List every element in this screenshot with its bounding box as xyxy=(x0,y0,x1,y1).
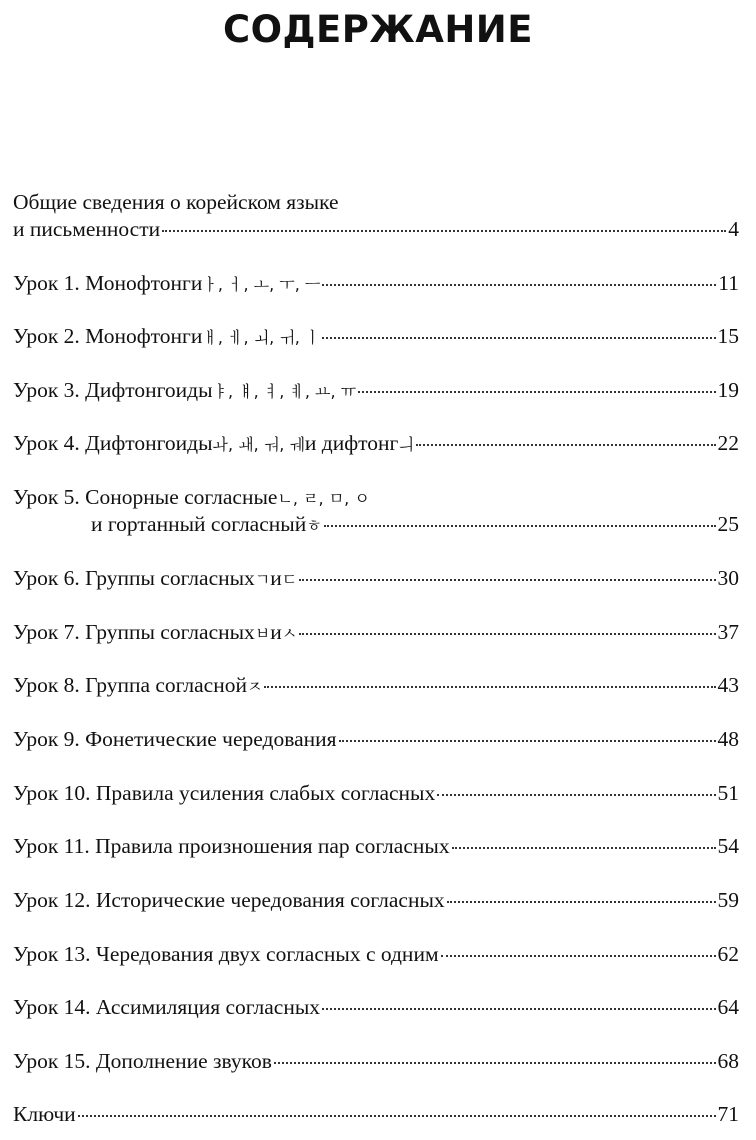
hangul-letters-2: ㅢ xyxy=(398,435,414,454)
hangul-letters: ㅑ, ㅒ, ㅕ, ㅖ, ㅛ, ㅠ xyxy=(212,382,357,401)
toc-entry-lesson-9[interactable] xyxy=(13,726,739,753)
toc-entry-label: Урок 2. Монофтонги xyxy=(13,324,203,348)
hangul-letters: ㅈ xyxy=(246,677,263,696)
toc-page-number: 11 xyxy=(718,271,739,295)
toc-page-number: 30 xyxy=(717,566,739,590)
dot-leader xyxy=(339,740,716,742)
hangul-letters: ㅘ, ㅙ, ㅝ, ㅞ xyxy=(212,435,305,454)
toc-entry-label: Урок 8. Группа согласной xyxy=(13,673,247,697)
toc-entry-label: Урок 6. Группы согласных xyxy=(13,566,255,590)
toc-entry-label: Общие сведения о корейском языке xyxy=(13,190,339,214)
dot-leader xyxy=(322,337,715,339)
hangul-letters-2: ㅅ xyxy=(281,624,298,643)
toc-entry-general[interactable] xyxy=(13,189,739,243)
toc-entry-lesson-6[interactable] xyxy=(13,565,739,592)
hangul-letters: ㅂ xyxy=(254,624,271,643)
toc-page-number: 22 xyxy=(717,431,739,455)
toc-entry-label: Урок 5. Сонорные согласные xyxy=(13,485,278,509)
toc-entry-label: Урок 15. Дополнение звуков xyxy=(13,1049,272,1073)
toc-page-number: 4 xyxy=(728,217,739,241)
toc-entry-label: Урок 14. Ассимиляция согласных xyxy=(13,995,321,1019)
toc-page-number: 59 xyxy=(717,888,739,912)
toc-page-number: 19 xyxy=(717,378,739,402)
hangul-letters: ㅐ, ㅔ, ㅚ, ㅟ, ㅣ xyxy=(202,328,321,347)
page-title: СОДЕРЖАНИЕ xyxy=(222,8,534,51)
toc-page-number: 62 xyxy=(717,942,739,966)
toc-entry-lesson-12[interactable] xyxy=(13,887,739,914)
dot-leader xyxy=(299,579,715,581)
toc-entry-label-cont: и письменности xyxy=(13,217,161,241)
dot-leader xyxy=(322,284,716,286)
toc-page-number: 54 xyxy=(717,834,739,858)
dot-leader xyxy=(441,955,716,957)
toc-entry-lesson-15[interactable] xyxy=(13,1048,739,1075)
hangul-letters-2: ㅎ xyxy=(306,516,322,535)
toc-entry-label: Урок 4. Дифтонгоиды xyxy=(13,431,213,455)
toc-entry-label-tail: и xyxy=(270,620,282,644)
toc-page-number: 68 xyxy=(717,1049,739,1073)
dot-leader xyxy=(322,1008,715,1010)
toc-entry-label-cont: и гортанный согласный xyxy=(91,512,307,536)
dot-leader xyxy=(437,794,715,796)
dot-leader xyxy=(299,633,715,635)
toc-entry-label: Урок 1. Монофтонги xyxy=(13,271,203,295)
toc-entry-label-tail: и дифтонг xyxy=(304,431,399,455)
toc-entry-lesson-5[interactable] xyxy=(13,484,739,538)
toc-entry-lesson-11[interactable] xyxy=(13,833,739,860)
toc-entry-keys[interactable] xyxy=(13,1101,739,1128)
toc-entry-lesson-2[interactable] xyxy=(13,323,739,350)
hangul-letters: ㅏ, ㅓ, ㅗ, ㅜ, ㅡ xyxy=(202,275,321,294)
dot-leader xyxy=(264,686,715,688)
toc-entry-label: Урок 9. Фонетические чередования xyxy=(13,727,337,751)
toc-entry-lesson-3[interactable] xyxy=(13,377,739,404)
toc-entry-lesson-7[interactable] xyxy=(13,619,739,646)
toc-entry-label-tail: и xyxy=(270,566,282,590)
dot-leader xyxy=(162,230,726,232)
toc-page-number: 48 xyxy=(717,727,739,751)
dot-leader xyxy=(358,391,715,393)
dot-leader xyxy=(274,1062,716,1064)
toc-entry-label: Урок 13. Чередования двух согласных с одним xyxy=(13,942,439,966)
toc-page-number: 15 xyxy=(717,324,739,348)
toc-entry-line2 xyxy=(13,216,739,243)
toc-entry-lesson-4[interactable] xyxy=(13,430,739,457)
toc-entry-lesson-13[interactable] xyxy=(13,941,739,968)
toc-entry-lesson-1[interactable] xyxy=(13,270,739,297)
hangul-letters: ㄴ, ㄹ, ㅁ, ㅇ xyxy=(277,489,370,508)
toc-page-number: 64 xyxy=(717,995,739,1019)
toc-entry-lesson-14[interactable] xyxy=(13,994,739,1021)
toc-entry-line1 xyxy=(13,189,739,216)
dot-leader xyxy=(324,525,716,527)
toc-entry-lesson-10[interactable] xyxy=(13,780,739,807)
toc-page-number: 43 xyxy=(717,673,739,697)
toc-entry-label: Урок 11. Правила произношения пар согласных xyxy=(13,834,450,858)
toc-entry-label: Ключи xyxy=(13,1102,76,1126)
dot-leader xyxy=(78,1115,716,1117)
toc-page-number: 37 xyxy=(717,620,739,644)
toc-page-number: 51 xyxy=(717,781,739,805)
toc-entry-label: Урок 3. Дифтонгоиды xyxy=(13,378,213,402)
toc-entry-label: Урок 7. Группы согласных xyxy=(13,620,255,644)
toc-page-number: 71 xyxy=(717,1102,739,1126)
toc-entry-lesson-8[interactable] xyxy=(13,672,739,699)
hangul-letters: ㄱ xyxy=(254,570,271,589)
toc-entry-label: Урок 10. Правила усиления слабых согласных xyxy=(13,781,436,805)
dot-leader xyxy=(416,444,716,446)
hangul-letters-2: ㄷ xyxy=(281,570,298,589)
toc-page-number: 25 xyxy=(717,512,739,536)
dot-leader xyxy=(447,901,716,903)
dot-leader xyxy=(452,847,716,849)
toc-entry-label: Урок 12. Исторические чередования согласных xyxy=(13,888,445,912)
